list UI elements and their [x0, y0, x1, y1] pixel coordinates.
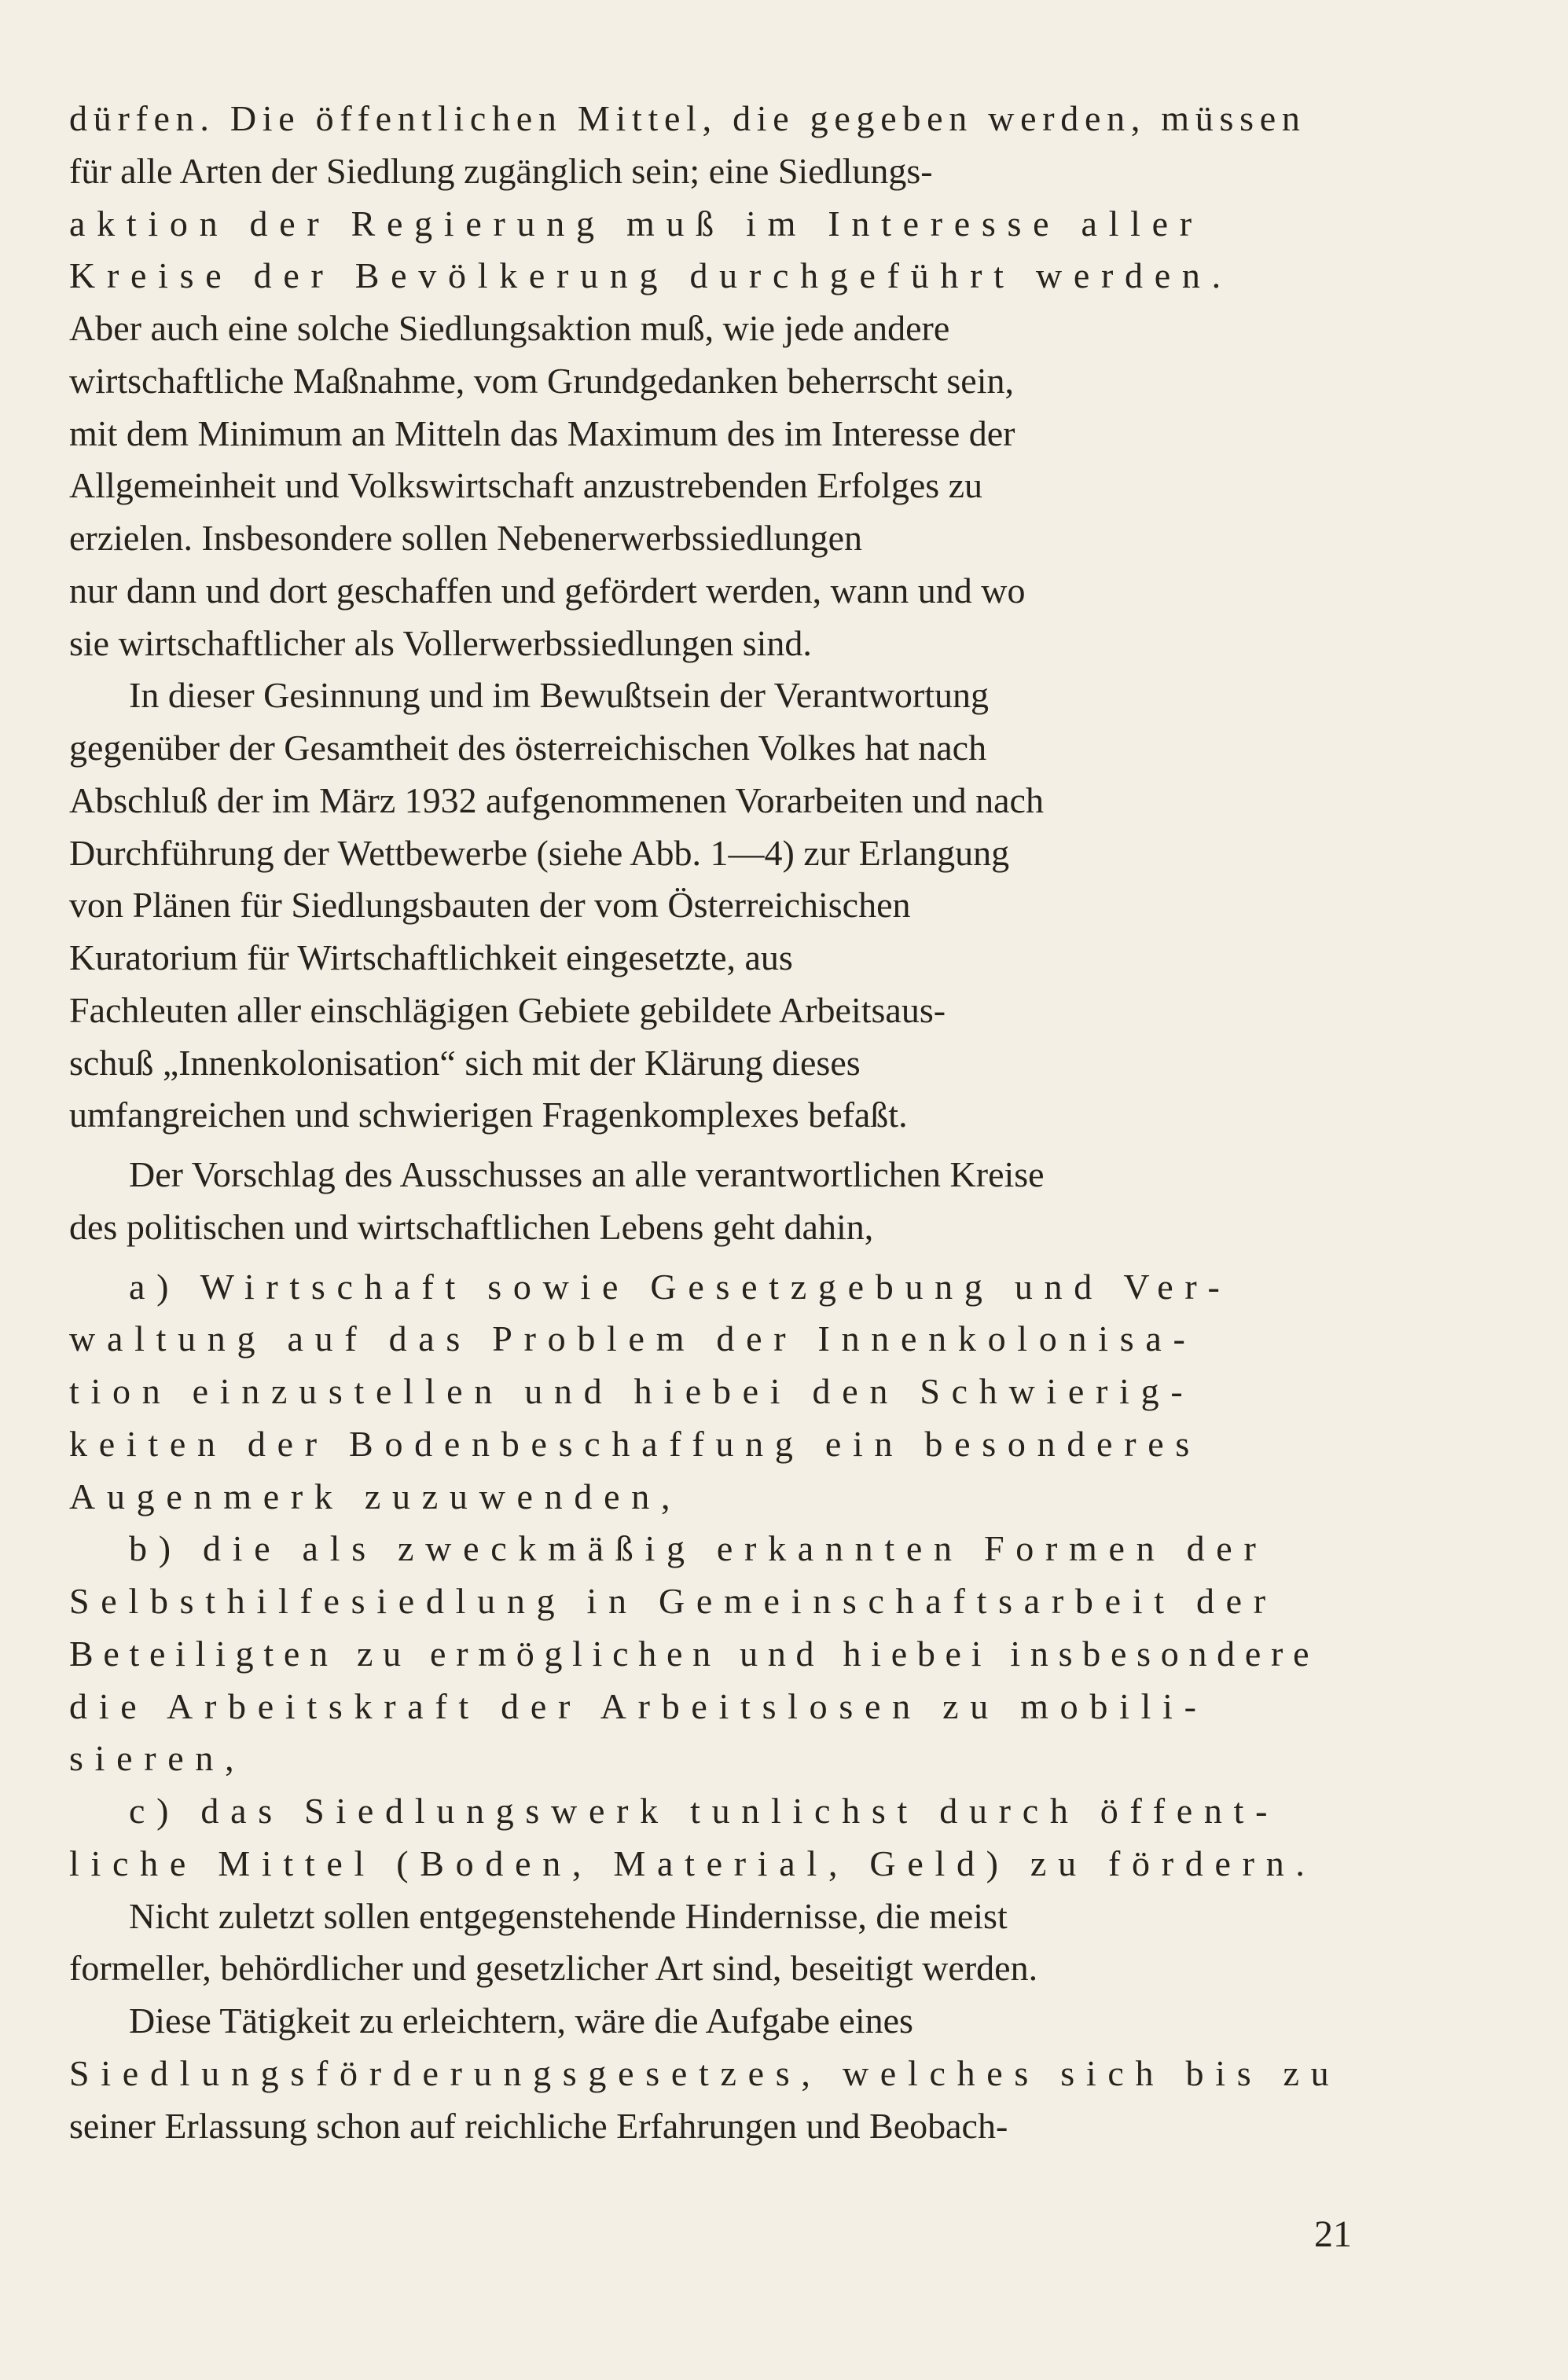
text-line: Kuratorium für Wirtschaftlichkeit eingesetzte, aus: [69, 937, 793, 977]
text-line: dürfen. Die öffentlichen Mittel, die gegeben werden, müssen: [69, 98, 1306, 138]
text-line: Nicht zuletzt sollen entgegenstehende Hindernisse, die meist: [129, 1895, 1008, 1936]
text-line: wirtschaftliche Maßnahme, vom Grundgedanken beherrscht sein,: [69, 360, 1014, 401]
text-line: seiner Erlassung schon auf reichliche Erfahrungen und Beobach-: [69, 2105, 1008, 2146]
text-line: Siedlungsförderungsgesetzes, welches sich bis zu: [69, 2052, 1341, 2093]
text-line: Durchführung der Wettbewerbe (siehe Abb. 1—4) zur Erlangung: [69, 832, 1010, 873]
text-line: Augenmerk zuzuwenden,: [69, 1476, 682, 1516]
text-line: die Arbeitskraft der Arbeitslosen zu mobili-: [69, 1685, 1208, 1726]
text-line: mit dem Minimum an Mitteln das Maximum des im Interesse der: [69, 413, 1015, 453]
text-line: sie wirtschaftlicher als Vollerwerbssiedlungen sind.: [69, 622, 812, 663]
text-line: Allgemeinheit und Volkswirtschaft anzustrebenden Erfolges zu: [69, 465, 983, 506]
body-text: [69, 93, 1352, 2152]
text-line: In dieser Gesinnung und im Bewußtsein der Verantwortung: [129, 675, 990, 716]
text-line: Beteiligten zu ermöglichen und hiebei insbesondere: [69, 1633, 1320, 1674]
text-line: liche Mittel (Boden, Material, Geld) zu fördern.: [69, 1843, 1316, 1883]
text-line: von Plänen für Siedlungsbauten der vom Österreichischen: [69, 885, 911, 926]
text-line: Der Vorschlag des Ausschusses an alle verantwortlichen Kreise: [129, 1154, 1045, 1194]
text-line: Abschluß der im März 1932 aufgenommenen Vorarbeiten und nach: [69, 779, 1044, 820]
paragraph-gap: [69, 1142, 1352, 1149]
text-line: formeller, behördlicher und gesetzlicher Art sind, beseitigt werden.: [69, 1948, 1038, 1989]
text-line: Diese Tätigkeit zu erleichtern, wäre die Aufgabe eines: [129, 2000, 913, 2041]
text-line: tion einzustellen und hiebei den Schwierig-: [69, 1371, 1195, 1411]
text-line: erzielen. Insbesondere sollen Nebenerwerbssiedlungen: [69, 518, 863, 558]
text-line: gegenüber der Gesamtheit des österreichischen Volkes hat nach: [69, 728, 987, 768]
text-line: aktion der Regierung muß im Interesse aller: [69, 203, 1203, 244]
text-line: waltung auf das Problem der Innenkolonisa-: [69, 1318, 1197, 1359]
page-number: 21: [1314, 2213, 1352, 2255]
text-line: b) die als zweckmäßig erkannten Formen der: [129, 1528, 1268, 1569]
text-line: Fachleuten aller einschlägigen Gebiete gebildete Arbeitsaus-: [69, 989, 946, 1030]
text-line: Kreise der Bevölkerung durchgeführt werden.: [69, 255, 1232, 296]
text-line: keiten der Bodenbeschaffung ein besonderes: [69, 1423, 1201, 1464]
text-line: Selbsthilfesiedlung in Gemeinschaftsarbeit der: [69, 1581, 1277, 1621]
text-line: sieren,: [69, 1738, 246, 1779]
text-line: Aber auch eine solche Siedlungsaktion muß, wie jede andere: [69, 308, 950, 348]
paragraph-gap: [69, 1254, 1352, 1261]
text-line: des politischen und wirtschaftlichen Lebens geht dahin,: [69, 1206, 874, 1247]
text-line: a) Wirtschaft sowie Gesetzgebung und Ver-: [129, 1266, 1232, 1307]
text-line: schuß „Innenkolonisation“ sich mit der Klärung dieses: [69, 1042, 861, 1083]
text-line: nur dann und dort geschaffen und gefördert werden, wann und wo: [69, 570, 1026, 611]
text-line: für alle Arten der Siedlung zugänglich sein; eine Siedlungs-: [69, 150, 933, 191]
text-line: umfangreichen und schwierigen Fragenkomplexes befaßt.: [69, 1095, 908, 1135]
text-line: c) das Siedlungswerk tunlichst durch öffent-: [129, 1791, 1280, 1831]
